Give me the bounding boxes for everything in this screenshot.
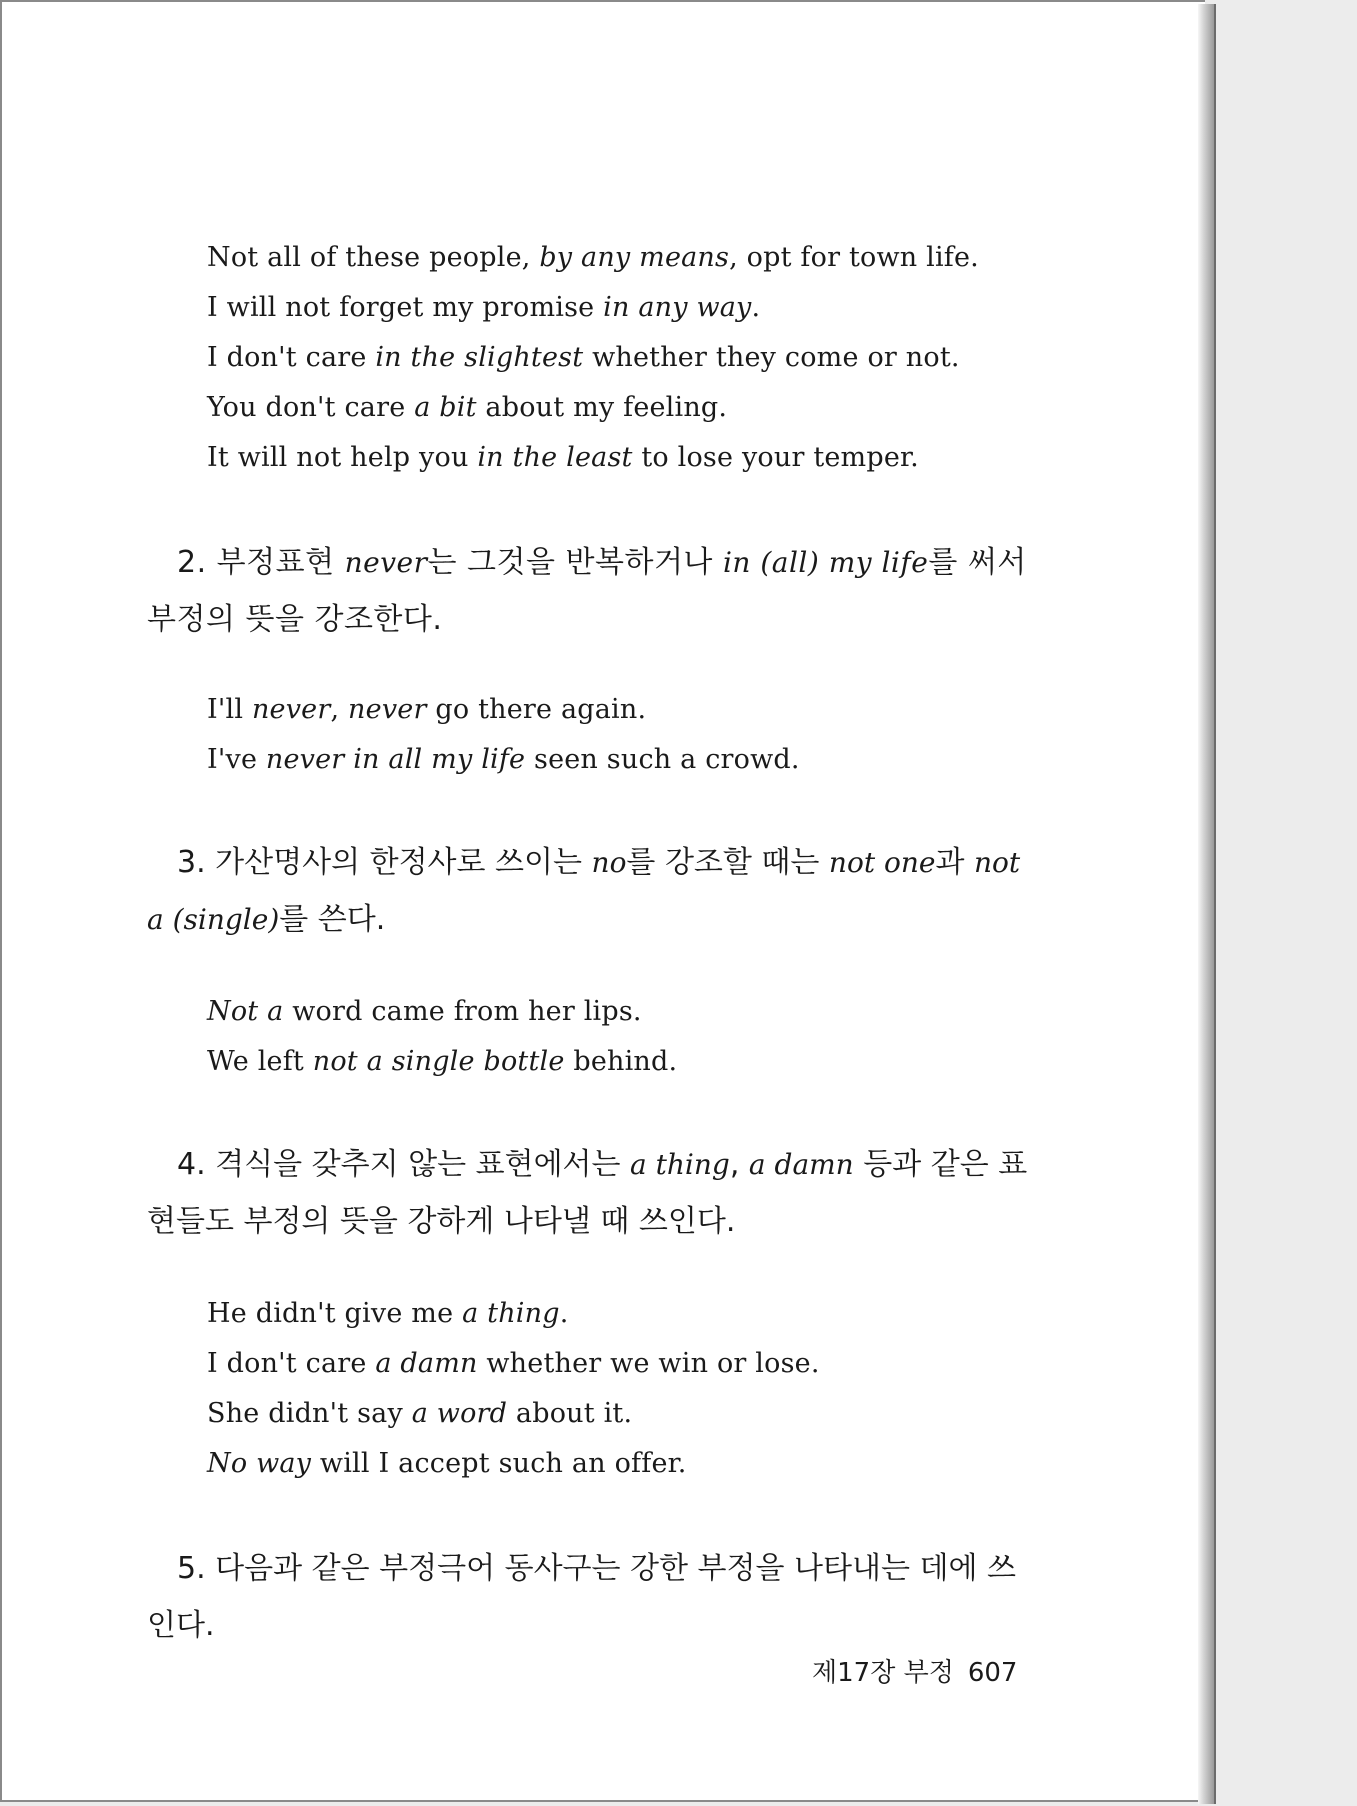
emphasis-text: not one bbox=[828, 846, 936, 879]
example-sentence bbox=[207, 1450, 687, 1477]
rule-paragraph-3 bbox=[147, 834, 1032, 948]
example-sentence bbox=[207, 344, 960, 371]
emphasis-text: in any way bbox=[603, 292, 752, 323]
plain-text: She didn't say bbox=[207, 1398, 412, 1429]
rule-paragraph-4 bbox=[147, 1136, 1032, 1250]
example-sentence bbox=[207, 1300, 569, 1327]
plain-text: I've bbox=[207, 744, 266, 775]
emphasis-text: never in all my life bbox=[265, 744, 526, 775]
plain-text: I will not forget my promise bbox=[207, 292, 604, 323]
plain-text: , bbox=[729, 1147, 749, 1182]
rule-paragraph-5 bbox=[147, 1540, 1032, 1654]
plain-text: 를 쓴다. bbox=[279, 902, 386, 937]
emphasis-text: never bbox=[344, 546, 428, 579]
plain-text: . bbox=[559, 1298, 569, 1329]
emphasis-text: a word bbox=[411, 1398, 508, 1429]
emphasis-text: not a (single) bbox=[147, 846, 1021, 936]
plain-text: whether we win or lose. bbox=[477, 1348, 820, 1379]
plain-text: word came from her lips. bbox=[283, 996, 642, 1027]
plain-text: whether they come or not. bbox=[583, 342, 960, 373]
plain-text: behind. bbox=[564, 1046, 678, 1077]
emphasis-text: by any means bbox=[539, 242, 730, 273]
example-sentence bbox=[207, 1048, 677, 1075]
emphasis-text: No way bbox=[207, 1448, 312, 1479]
emphasis-text: never bbox=[348, 694, 427, 725]
emphasis-text: in (all) my life bbox=[722, 546, 929, 579]
plain-text: about my feeling. bbox=[476, 392, 728, 423]
example-sentence bbox=[207, 1400, 632, 1427]
emphasis-text: a thing bbox=[630, 1148, 730, 1181]
page-footer bbox=[812, 1652, 1017, 1689]
emphasis-text: not a single bottle bbox=[312, 1046, 565, 1077]
plain-text: Not all of these people, bbox=[207, 242, 540, 273]
page-number: 607 bbox=[967, 1658, 1018, 1688]
plain-text: You don't care bbox=[207, 392, 415, 423]
emphasis-text: a bit bbox=[414, 392, 477, 423]
plain-text: 과 bbox=[935, 845, 974, 880]
plain-text: 등과 같은 표현들도 부정의 뜻을 강하게 나타낼 때 쓰인다. bbox=[147, 1147, 1028, 1239]
emphasis-text: a damn bbox=[748, 1148, 854, 1181]
plain-text: 3. 가산명사의 한정사로 쓰이는 bbox=[177, 845, 592, 880]
example-sentence bbox=[207, 746, 800, 773]
emphasis-text: a thing bbox=[462, 1298, 560, 1329]
plain-text: . bbox=[751, 292, 761, 323]
plain-text: 는 그것을 반복하거나 bbox=[427, 545, 723, 580]
plain-text: go there again. bbox=[426, 694, 647, 725]
emphasis-text: Not a bbox=[207, 996, 284, 1027]
example-sentence bbox=[207, 696, 646, 723]
plain-text: about it. bbox=[507, 1398, 633, 1429]
plain-text: It will not help you bbox=[207, 442, 478, 473]
emphasis-text: in the least bbox=[477, 442, 633, 473]
example-sentence bbox=[207, 394, 727, 421]
example-sentence bbox=[207, 998, 642, 1025]
chapter-title: 제17장 부정 bbox=[812, 1658, 954, 1688]
emphasis-text: a damn bbox=[375, 1348, 478, 1379]
plain-text: to lose your temper. bbox=[632, 442, 919, 473]
plain-text: , bbox=[330, 694, 349, 725]
emphasis-text: no bbox=[591, 846, 627, 879]
plain-text: I don't care bbox=[207, 342, 376, 373]
example-sentence bbox=[207, 294, 760, 321]
plain-text: seen such a crowd. bbox=[525, 744, 800, 775]
page-edge bbox=[1198, 4, 1216, 1804]
plain-text: 5. 다음과 같은 부정극어 동사구는 강한 부정을 나타내는 데에 쓰인다. bbox=[147, 1551, 1016, 1643]
plain-text: We left bbox=[207, 1046, 313, 1077]
plain-text: He didn't give me bbox=[207, 1298, 463, 1329]
rule-paragraph-2 bbox=[147, 534, 1032, 648]
plain-text: I don't care bbox=[207, 1348, 376, 1379]
emphasis-text: never bbox=[251, 694, 331, 725]
example-sentence bbox=[207, 244, 979, 271]
emphasis-text: in the slightest bbox=[375, 342, 584, 373]
plain-text: , opt for town life. bbox=[729, 242, 979, 273]
plain-text: 4. 격식을 갖추지 않는 표현에서는 bbox=[177, 1147, 631, 1182]
example-sentence bbox=[207, 444, 919, 471]
plain-text: 2. 부정표현 bbox=[177, 545, 345, 580]
plain-text: 를 써서 부정의 뜻을 강조한다. bbox=[147, 545, 1027, 637]
plain-text: I'll bbox=[207, 694, 252, 725]
plain-text: will I accept such an offer. bbox=[311, 1448, 687, 1479]
example-sentence bbox=[207, 1350, 820, 1377]
plain-text: 를 강조할 때는 bbox=[626, 845, 829, 880]
